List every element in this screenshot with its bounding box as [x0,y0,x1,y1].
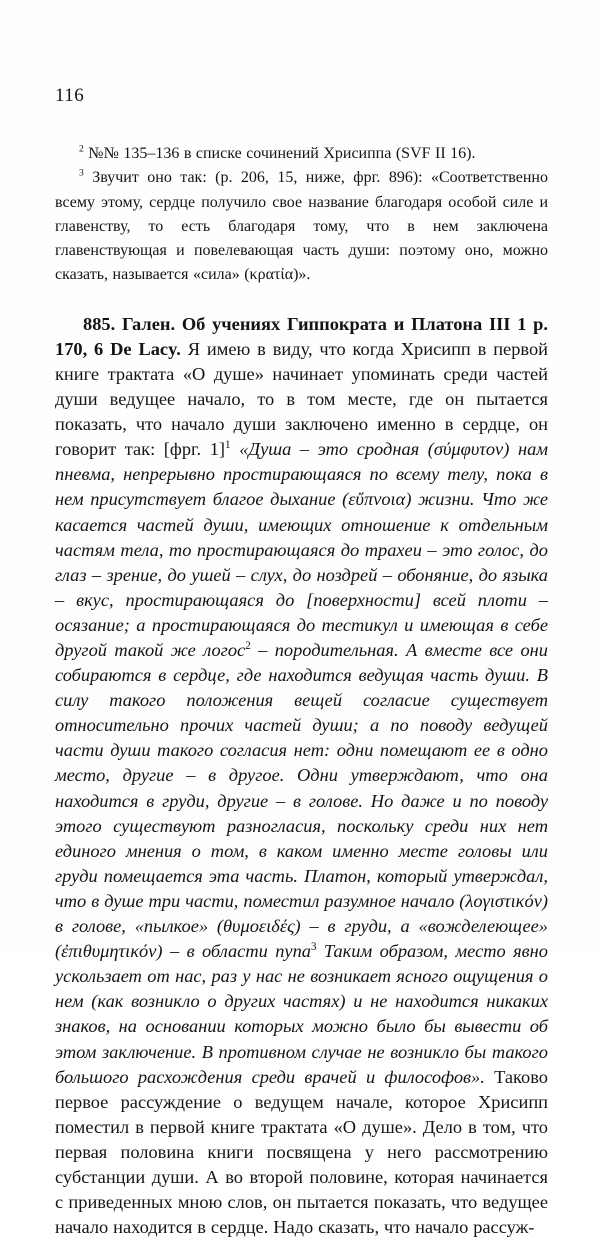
footnotes-block [55,142,548,288]
fragment-closing-text: Таково первое рассуждение о ведущем начале, которое Хрисипп поместил в первой книге трактата «О душе». Дело в том, что первая половина книги посвящена у него рассмотрению субстанции души. А во второй половине, которая начинается с приведенных мною слов, он пытается показать, что ведущее начало находится в сердце. Надо сказать, что начало рассуж- [55,1066,548,1238]
quote-text-part1: «Душа – это сродная (σύμφυτον) нам пневма, непрерывно простирающаяся по всему телу, пока в нем присутствует благое дыхание (εὔπνοια) жизни. Что же касается частей души, имеющих отношение к отдельным частям тела, то простирающаяся до трахеи – это голос, до глаз – зрение, до ушей – слух, до ноздрей – обоняние, до языка – вкус, простирающаяся до [поверхности] всей плоти – осязание; а простирающаяся до тестикул и имеющая в себе другой такой же логос [55,439,549,660]
footnote-3-marker: 3 [79,167,84,179]
fragment-heading: 885. Гален. Об учениях Гиппократа и Платона III 1 р. 170, 6 De Lacy. [55,313,548,359]
footnote-ref-3: 3 [310,941,317,953]
quote-text-part3: Таким образом, место явно ускользает от нас, раз у нас не возникает ясного ощущения о нем (как возникло о других частях) и не находится никаких знаков, на основании которых можно было бы вывести об этом заключение. В противном случае не возникло бы такого большого расхождения среди врачей и философов». [55,941,548,1087]
page-number: 116 [55,85,85,106]
footnote-2 [55,142,548,166]
footnote-ref-1: 1 [225,439,231,452]
footnote-3 [55,166,548,287]
footnote-ref-2: 2 [245,639,251,652]
fragment-885-paragraph [55,312,548,1240]
fragment-intro-text: Я имею в виду, что когда Хрисипп в первой книге трактата «О душе» начинает упоминать среди частей души ведущее начало, то в том месте, где он пытается показать, что начало души заключено именно в сердце, он говорит так: [фрг. 1] [55,338,548,460]
footnote-2-text: №№ 135–136 в списке сочинений Хрисиппа (SVF II 16). [88,145,476,162]
quote-text-part2: – породительная. А вместе все они собираются в сердце, где находится ведущая часть души. В силу такого положения вещей согласие существует относительно прочих частей души; а по поводу ведущей части души такого согласия нет: одни помещают ее в одно место, другие – в другое. Одни утверждают, что она находится в груди, другие – в голове. Но даже и по поводу этого существуют разногласия, поскольку среди них нет единого мнения о том, в каком именно месте головы или груди помещается эта часть. Платон, который утверждал, что в душе три части, поместил разумное начало (λογιστικόν) в голове, «пылкое» (θυμοειδές) – в груди, а «вожделеющее» (ἐπιθυμητικόν) – в области пупа [55,640,548,962]
footnote-3-text: Звучит оно так: (р. 206, 15, ниже, фрг. 896): «Соответственно всему этому, сердце получило свое название благодаря особой силе и главенству, то есть благодаря тому, что в нем заключена главенствующая и повелевающая часть души: поэтому оно, можно сказать, называется «сила» (κρατία)». [55,169,548,284]
footnote-2-marker: 2 [79,143,84,155]
